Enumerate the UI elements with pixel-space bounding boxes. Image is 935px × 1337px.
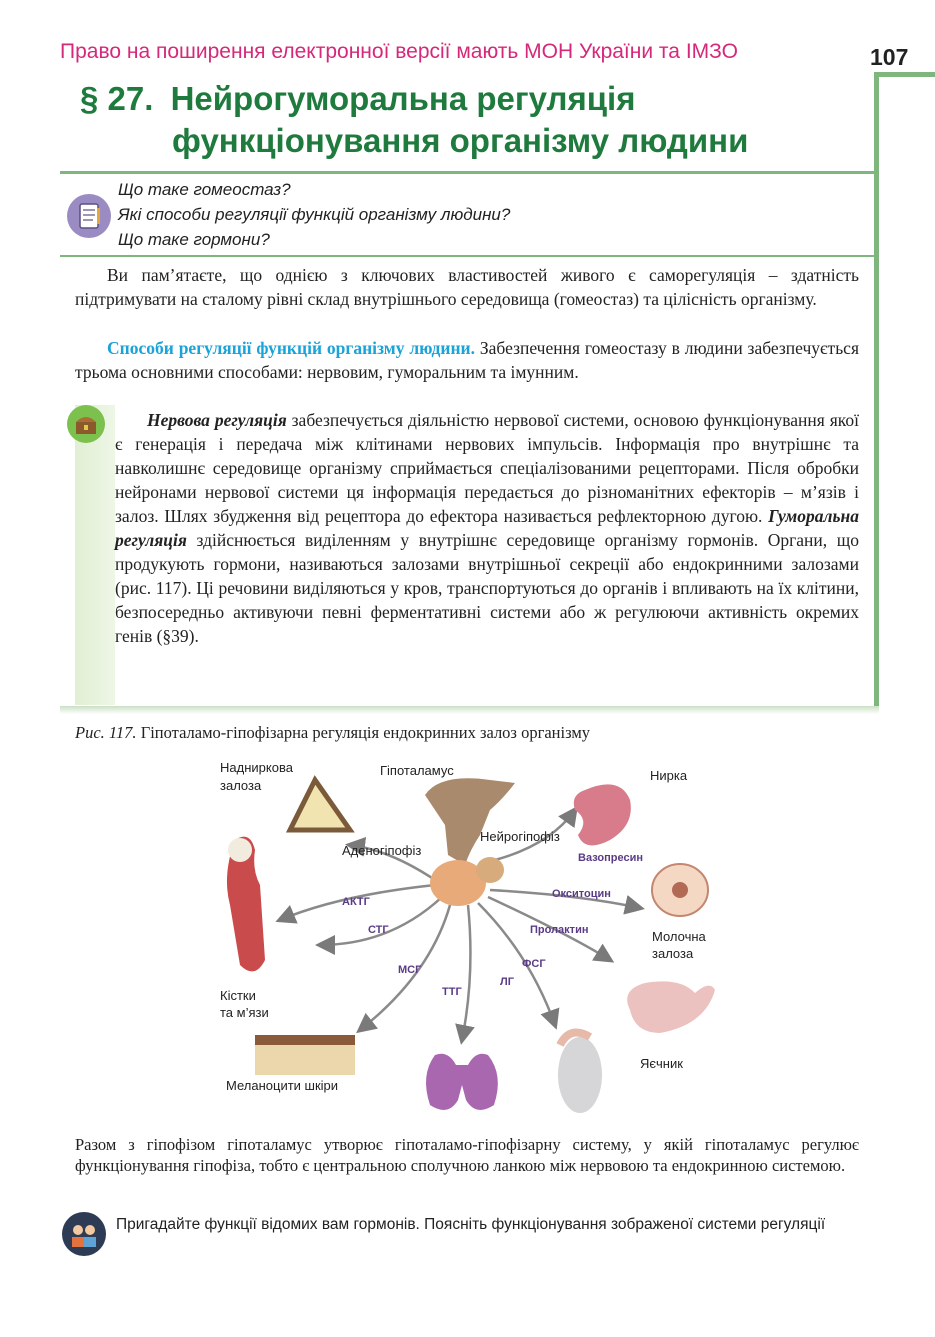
students-icon [62,1212,106,1256]
ovary-shape [627,981,715,1033]
treasure-chest-icon [67,405,105,443]
green-sidebar [75,405,115,705]
frame-top-border [874,72,935,77]
hormone-fsg: ФСГ [522,958,546,970]
page-number: 107 [870,44,909,70]
section-bottom-border [60,706,879,714]
title-divider [60,171,876,174]
paragraph-1: Ви пам’ятаєте, що однією з ключових властивостей живого є саморегуляція – здатність підтримувати на сталому рівні склад внутрішнього середовища (гомеостаз) та цілісність організму. [75,265,859,309]
figure-caption [75,723,590,743]
section-title-line1 [80,80,635,118]
hormone-lg: ЛГ [500,976,514,988]
question-3: Що таке гормони? [118,230,270,249]
label-neurohypophysis: Нейрогіпофіз [480,829,560,844]
hormone-vasopressin: Вазопресин [578,852,643,864]
rights-notice: Право на поширення електронної версії мають МОН України та ІМЗО [60,40,738,63]
hormone-oxytocin: Окситоцин [552,888,611,900]
hormone-stg: СТГ [368,924,389,936]
question-2: Які способи регуляції функцій організму людини? [118,205,511,224]
label-bones-1: Кістки [220,988,256,1003]
task-text: Пригадайте функції відомих вам гормонів. Поясніть функціонування зображеної системи регуляції [116,1216,826,1233]
term-humoral: Гуморальна регуляція [115,506,859,550]
kidney-shape [574,784,631,845]
section-number: § 27. [80,80,154,117]
label-melanocytes: Меланоцити шкіри [226,1078,339,1093]
label-adrenal-1: Надниркова [220,760,293,775]
paragraph-2 [75,336,859,384]
testis-shape [558,1037,602,1113]
notebook-icon [67,194,111,238]
label-adenohypophysis: Аденогіпофіз [342,843,422,858]
neurohypophysis-shape [476,857,504,883]
hormone-acth: АКТГ [342,896,370,908]
caption-label: Рис. 117. [75,723,137,742]
bottom-paragraph: Разом з гіпофізом гіпоталамус утворює гіпоталамо-гіпофізарну систему, у якій гіпоталамус регулює функціонування гіпофіза, тобто є центральною сполучною ланкою між нервовою та ендокринною системою. [75,1135,859,1175]
paragraph-2-text: Забезпечення гомеостазу в людини забезпечується трьома основними способами: нервовим, гуморальним та імунним. [75,338,860,382]
label-adrenal-2: залоза [220,778,262,793]
paragraph-3 [115,408,859,648]
paragraph-3-text2: здійснюється виділенням у внутрішнє середовище організму гормонів. Органи, що продукують гормони, називаються залозами внутрішньої секреції або ендокринними залозами (рис. 117). Ці речовини виділяються у кров, транспортуються до органів і впливають на їх клітини, безпосередньо активуючи певні ферментативні системи або ж регулюючи активність окремих генів (§39). [115,530,859,646]
caption-text: Гіпоталамо-гіпофізарна регуляція ендокринних залоз організму [136,723,591,742]
hormone-msg: МСГ [398,964,422,976]
paragraph-3-text1: забезпечується діяльністю нервової системи, основою функціонування якої є генерація і передача між клітинами нервових імпульсів. Інформація про внутрішнє та навколишнє середовище організму сприймається спеціалізованими рецепторами. Після обробки нейронами нервової системи ця інформація передається до різноманітних ефекторів – м’язів і залоз. Шлях збудження від рецептора до ефектора називається рефлекторною дугою. [115,410,859,526]
endocrine-diagram [190,755,750,1125]
label-ovary: Яєчник [640,1056,683,1071]
label-bones-2: та м’язи [220,1005,269,1020]
label-mammary-1: Молочна [652,929,706,944]
hypothalamus-shape [425,778,515,865]
section-title-line2: функціонування організму людини [172,122,749,159]
label-mammary-2: залоза [652,946,694,961]
term-nervous: Нервова регуляція [147,410,287,430]
label-kidney: Нирка [650,768,688,783]
paragraph-2-heading: Способи регуляції функцій організму людини. [107,338,476,358]
hormone-ttg: ТТГ [442,986,462,998]
hormone-prolactin: Пролактин [530,924,589,936]
label-hypothalamus: Гіпоталамус [380,763,454,778]
question-1: Що таке гомеостаз? [118,180,291,199]
section-title-text1: Нейрогуморальна регуляція [170,80,636,117]
thyroid-shape [426,1054,498,1110]
frame-right-border [874,72,879,712]
adrenal-gland-shape [290,780,350,830]
